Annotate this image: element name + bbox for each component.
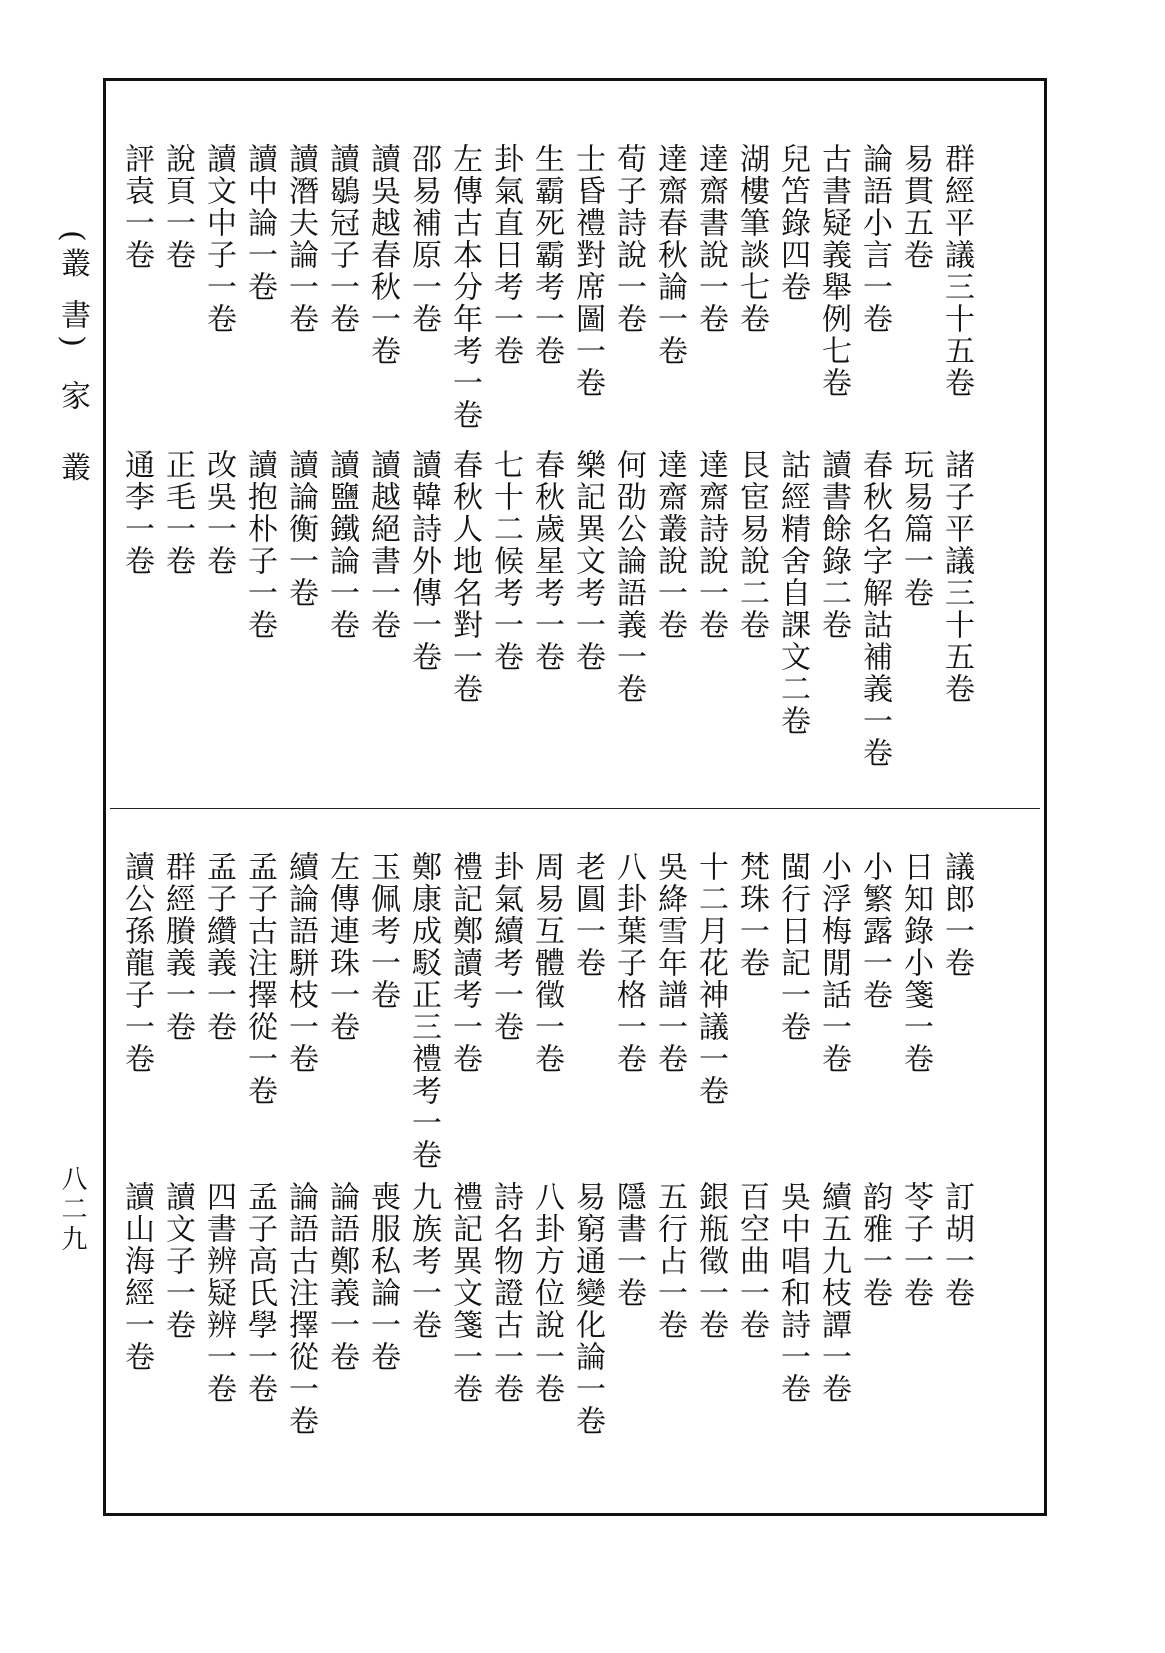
title-entry: 達齋叢說一卷 <box>652 449 687 641</box>
title-entry: 九族考一卷 <box>406 1181 441 1341</box>
title-entry: 五行占一卷 <box>652 1181 687 1341</box>
title-entry: 通李一卷 <box>119 449 154 577</box>
title-entry: 詁經精舍自課文二卷 <box>775 449 810 737</box>
title-entry: 議郎一卷 <box>939 851 974 979</box>
title-entry: 讀書餘錄二卷 <box>816 449 851 641</box>
title-entry: 論語鄭義一卷 <box>324 1181 359 1373</box>
text-column <box>116 811 156 1516</box>
text-column <box>772 81 812 806</box>
text-column <box>321 81 361 806</box>
text-column <box>936 811 976 1516</box>
title-entry: 讀鹽鐵論一卷 <box>324 449 359 641</box>
bottom-register <box>106 811 1044 1516</box>
text-column <box>936 81 976 806</box>
text-column <box>280 81 320 806</box>
title-entry: 韵雅一卷 <box>857 1181 892 1309</box>
text-column <box>444 81 484 806</box>
title-entry: 春秋歲星考一卷 <box>529 449 564 673</box>
text-column <box>485 811 525 1516</box>
title-entry: 卦氣直日考一卷 <box>488 143 523 367</box>
title-entry: 梵珠一卷 <box>734 851 769 979</box>
text-column <box>854 811 894 1516</box>
title-entry: 喪服私論一卷 <box>365 1181 400 1373</box>
title-entry: 樂記異文考一卷 <box>570 449 605 673</box>
title-entry: 群經平議三十五卷 <box>939 143 974 399</box>
title-entry: 讀中論一卷 <box>242 143 277 303</box>
text-column <box>198 811 238 1516</box>
title-entry: 春秋人地名對一卷 <box>447 449 482 705</box>
title-entry: 達齋書說一卷 <box>693 143 728 335</box>
title-entry: 老圓一卷 <box>570 851 605 979</box>
text-column <box>280 811 320 1516</box>
title-entry: 生霸死霸考一卷 <box>529 143 564 367</box>
text-column <box>690 811 730 1516</box>
text-column <box>608 811 648 1516</box>
title-entry: 讀文中子一卷 <box>201 143 236 335</box>
title-entry: 諸子平議三十五卷 <box>939 449 974 705</box>
text-column <box>813 811 853 1516</box>
title-entry: 鄭康成駁正三禮考一卷 <box>406 851 441 1171</box>
title-entry: 讀文子一卷 <box>160 1181 195 1341</box>
text-column <box>157 81 197 806</box>
title-entry: 讀潛夫論一卷 <box>283 143 318 335</box>
page-number: 八二九 <box>57 1165 87 1255</box>
title-entry: 改吳一卷 <box>201 449 236 577</box>
text-column <box>403 81 443 806</box>
text-column <box>362 81 402 806</box>
text-column <box>362 811 402 1516</box>
title-entry: 詩名物證古一卷 <box>488 1181 523 1405</box>
title-entry: 湖樓筆談七卷 <box>734 143 769 335</box>
text-column <box>403 811 443 1516</box>
title-entry: 隱書一卷 <box>611 1181 646 1309</box>
text-column <box>239 811 279 1516</box>
title-entry: 小繁露一卷 <box>857 851 892 1011</box>
text-column <box>649 81 689 806</box>
title-entry: 卦氣續考一卷 <box>488 851 523 1043</box>
register-divider <box>110 808 1040 809</box>
title-entry: 士昏禮對席圖一卷 <box>570 143 605 399</box>
title-entry: 七十二候考一卷 <box>488 449 523 673</box>
text-column <box>813 81 853 806</box>
text-column <box>608 81 648 806</box>
text-column <box>731 81 771 806</box>
title-entry: 讀論衡一卷 <box>283 449 318 609</box>
title-entry: 孟子纘義一卷 <box>201 851 236 1043</box>
title-entry: 訂胡一卷 <box>939 1181 974 1309</box>
title-entry: 苓子一卷 <box>898 1181 933 1309</box>
title-entry: 群經賸義一卷 <box>160 851 195 1043</box>
title-entry: 讀韓詩外傳一卷 <box>406 449 441 673</box>
text-column <box>690 81 730 806</box>
title-entry: 讀越絕書一卷 <box>365 449 400 641</box>
title-entry: 讀吳越春秋一卷 <box>365 143 400 367</box>
title-entry: 邵易補原一卷 <box>406 143 441 335</box>
text-column <box>444 811 484 1516</box>
title-entry: 讀公孫龍子一卷 <box>119 851 154 1075</box>
title-entry: 論語古注擇從一卷 <box>283 1181 318 1437</box>
title-entry: 八卦方位說一卷 <box>529 1181 564 1405</box>
title-entry: 小浮梅閒話一卷 <box>816 851 851 1075</box>
title-entry: 讀鶡冠子一卷 <box>324 143 359 335</box>
text-column <box>649 811 689 1516</box>
title-entry: 續論語駢枝一卷 <box>283 851 318 1075</box>
text-column <box>157 811 197 1516</box>
title-entry: 禮記異文箋一卷 <box>447 1181 482 1405</box>
title-entry: 百空曲一卷 <box>734 1181 769 1341</box>
title-entry: 論語小言一卷 <box>857 143 892 335</box>
title-entry: 十二月花神議一卷 <box>693 851 728 1107</box>
text-column <box>239 81 279 806</box>
title-entry: 孟子古注擇從一卷 <box>242 851 277 1107</box>
text-column <box>116 81 156 806</box>
title-entry: 艮宦易說二卷 <box>734 449 769 641</box>
text-column <box>567 811 607 1516</box>
title-entry: 四書辨疑辨一卷 <box>201 1181 236 1405</box>
page-frame <box>103 78 1047 1516</box>
title-entry: 閩行日記一卷 <box>775 851 810 1043</box>
text-column <box>321 811 361 1516</box>
title-entry: 古書疑義舉例七卷 <box>816 143 851 399</box>
title-entry: 春秋名字解詁補義一卷 <box>857 449 892 769</box>
title-entry: 孟子高氏學一卷 <box>242 1181 277 1405</box>
title-entry: 讀抱朴子一卷 <box>242 449 277 641</box>
title-entry: 正毛一卷 <box>160 449 195 577</box>
title-entry: 荀子詩說一卷 <box>611 143 646 335</box>
title-entry: 玩易篇一卷 <box>898 449 933 609</box>
title-entry: 禮記鄭讀考一卷 <box>447 851 482 1075</box>
text-column <box>854 81 894 806</box>
text-column <box>526 811 566 1516</box>
title-entry: 評袁一卷 <box>119 143 154 271</box>
title-entry: 周易互體徵一卷 <box>529 851 564 1075</box>
top-register <box>106 81 1044 806</box>
title-entry: 兒笘錄四卷 <box>775 143 810 303</box>
title-entry: 八卦葉子格一卷 <box>611 851 646 1075</box>
text-column <box>485 81 525 806</box>
text-column <box>198 81 238 806</box>
text-column <box>895 811 935 1516</box>
title-entry: 續五九枝譚一卷 <box>816 1181 851 1405</box>
title-entry: 說頁一卷 <box>160 143 195 271</box>
text-column <box>731 811 771 1516</box>
text-column <box>772 811 812 1516</box>
title-entry: 日知錄小箋一卷 <box>898 851 933 1075</box>
title-entry: 吳絳雪年譜一卷 <box>652 851 687 1075</box>
title-entry: 易貫五卷 <box>898 143 933 271</box>
title-entry: 達齋詩說一卷 <box>693 449 728 641</box>
title-entry: 玉佩考一卷 <box>365 851 400 1011</box>
title-entry: 吳中唱和詩一卷 <box>775 1181 810 1405</box>
series-label: (叢 書) <box>55 230 90 353</box>
title-entry: 易窮通變化論一卷 <box>570 1181 605 1437</box>
title-entry: 何劭公論語義一卷 <box>611 449 646 705</box>
title-entry: 銀瓶徵一卷 <box>693 1181 728 1341</box>
text-column <box>567 81 607 806</box>
book-title-label: 家 叢 <box>55 380 90 498</box>
title-entry: 左傳連珠一卷 <box>324 851 359 1043</box>
title-entry: 讀山海經一卷 <box>119 1181 154 1373</box>
text-column <box>895 81 935 806</box>
title-entry: 左傳古本分年考一卷 <box>447 143 482 431</box>
text-column <box>526 81 566 806</box>
title-entry: 達齋春秋論一卷 <box>652 143 687 367</box>
